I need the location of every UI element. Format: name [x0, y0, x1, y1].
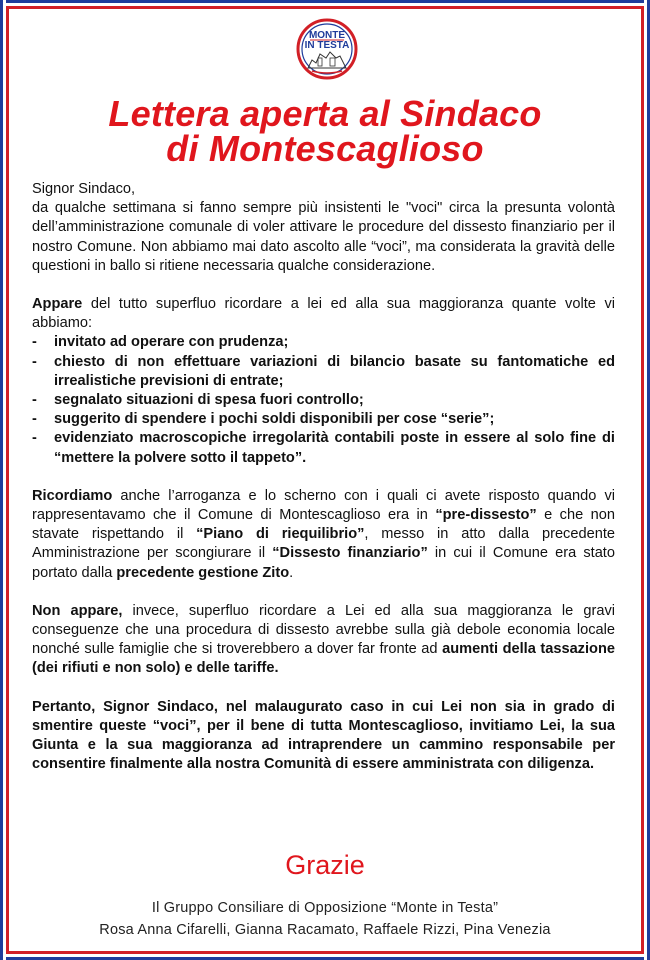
ricordiamo-text-1: anche l’arroganza e lo scherno con i quali ci avete risposto quando vi rappresentavamo che il Comune di Montescaglioso era in: [32, 487, 615, 524]
appare-lead-bold: Appare: [32, 296, 83, 313]
list-dash: -: [32, 430, 37, 447]
border-bottom-white: [0, 954, 650, 957]
aumenti-bold: aumenti della tassazione (dei rifiuti e non solo) e delle tariffe.: [32, 641, 615, 677]
list-item-text: segnalato situazioni di spesa fuori controllo;: [54, 392, 364, 409]
list-item-text: suggerito di spendere i pochi soldi disponibili per cose “serie”;: [54, 411, 495, 428]
list-item-text: evidenziato macroscopiche irregolarità contabili poste in essere al solo fine di “mettere la polvere sotto il tappeto”.: [54, 430, 615, 466]
list-dash: -: [32, 411, 37, 428]
list-item-text: chiesto di non effettuare variazioni di bilancio basate su fantomatiche ed irrealistiche previsioni di entrate;: [54, 353, 615, 389]
list-item-text: invitato ad operare con prudenza;: [54, 334, 289, 351]
paragraph-pertanto: Pertanto, Signor Sindaco, nel malaugurato caso in cui Lei non sia in grado di smentire queste “voci”, per il bene di tutta Montescaglioso, invitiamo Lei, la sua Giunta e la sua maggioranza ad intraprendere un cammino responsabile per consentire finalmente alla nostra Comunità di essere amministrata con diligenza.: [32, 698, 615, 773]
ricordiamo-text-2: e che non stavate rispettando il: [32, 507, 615, 543]
paragraph-appare: [32, 295, 615, 468]
intro-text: da qualche settimana si fanno sempre più insistenti le "voci" circa la presunta volontà dell’amministrazione comunale di voler attivare le procedure del dissesto finanziario per il nostro Comune. Non abbiamo mai dato ascolto alle “voci”, ma considerata la gravità delle questioni in ballo si ritiene necessaria qualche considerazione.: [32, 200, 615, 274]
logo-line1: MONTE: [308, 30, 346, 41]
signature-group: Il Gruppo Consiliare di Opposizione “Monte in Testa”: [151, 900, 499, 916]
list-dash: -: [32, 392, 37, 409]
signature-names: Rosa Anna Cifarelli, Gianna Racamato, Raffaele Rizzi, Pina Venezia: [99, 922, 551, 938]
letter-body: [32, 180, 615, 793]
appare-lead: [32, 295, 615, 333]
appare-lead-rest: del tutto superfluo ricordare a lei ed alla sua maggioranza quante volte vi abbiamo:: [32, 296, 615, 332]
paragraph-ricordiamo: [32, 487, 615, 583]
paragraph-non-appare: [32, 602, 615, 679]
closing-grazie: Grazie: [285, 850, 365, 880]
title-line1: Lettera aperta al Sindaco: [108, 93, 542, 134]
border-top-red: [0, 6, 650, 9]
ricordiamo-bold: Ricordiamo: [32, 487, 113, 504]
piano-riequilibrio-bold: “Piano di riequilibrio”: [196, 526, 365, 543]
list-item: [32, 333, 615, 352]
list-item: [32, 429, 615, 467]
monte-in-testa-logo-icon: [296, 18, 358, 80]
list-item: [32, 353, 615, 391]
dissesto-finanziario-bold: “Dissesto finanziario”: [272, 545, 428, 562]
border-bottom-red: [0, 951, 650, 954]
non-appare-text: invece, superfluo ricordare a Lei ed alla sua maggioranza le gravi conseguenze che una procedura di dissesto avrebbe sulla già debole economia locale nonché sulle famiglie che si troverebbero a dover far fronte ad: [32, 602, 615, 658]
list-dash: -: [32, 334, 37, 351]
list-dash: -: [32, 353, 37, 370]
logo-line2: IN TESTA: [304, 40, 350, 51]
pre-dissesto-bold: “pre-dissesto”: [435, 507, 537, 524]
title-line2: di Montescaglioso: [166, 128, 484, 169]
non-appare-bold: Non appare,: [32, 602, 123, 619]
salutation: Signor Sindaco,: [32, 181, 136, 197]
ricordiamo-text-5: .: [289, 564, 294, 581]
list-item: [32, 410, 615, 429]
paragraph-intro: [32, 180, 615, 276]
list-item: [32, 391, 615, 410]
page-title: [0, 93, 650, 169]
gestione-zito-bold: precedente gestione Zito: [116, 564, 290, 581]
ricordiamo-text-4: in cui il Comune era stato portato dalla: [32, 545, 615, 581]
ricordiamo-text-3: , messo in atto dalla precedente Amministrazione per scongiurare il: [32, 526, 615, 562]
